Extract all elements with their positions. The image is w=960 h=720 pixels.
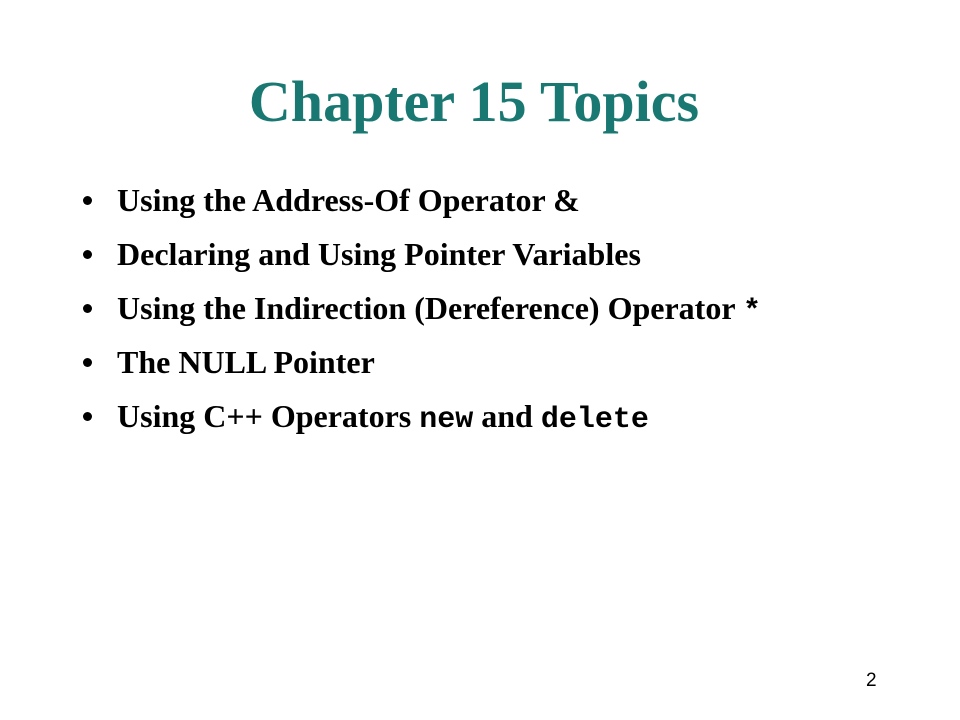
bullet-dot-icon: [83, 196, 92, 205]
topic-text: The NULL Pointer: [117, 344, 375, 380]
bullet-dot-icon: [83, 304, 92, 313]
topic-text: Using C++ Operators: [117, 398, 420, 434]
code-operator: *: [742, 295, 761, 329]
page-number: 2: [866, 670, 877, 691]
slide-title: Chapter 15 Topics: [248, 69, 700, 134]
topic-item: [80, 392, 761, 446]
topic-text: Using the Address-Of Operator &: [117, 182, 580, 218]
topic-item: [80, 176, 761, 230]
topic-item: [80, 230, 761, 284]
bullet-dot-icon: [83, 250, 92, 259]
bullet-dot-icon: [83, 412, 92, 421]
topic-item: [80, 338, 761, 392]
code-keyword-delete: delete: [540, 403, 649, 437]
topic-list: [80, 176, 761, 446]
topic-text: Using the Indirection (Dereference) Operator: [117, 290, 743, 326]
topic-text-middle: and: [473, 398, 541, 434]
topic-text: Declaring and Using Pointer Variables: [117, 236, 641, 272]
code-keyword-new: new: [419, 403, 474, 437]
bullet-dot-icon: [83, 358, 92, 367]
topic-item: [80, 284, 761, 338]
